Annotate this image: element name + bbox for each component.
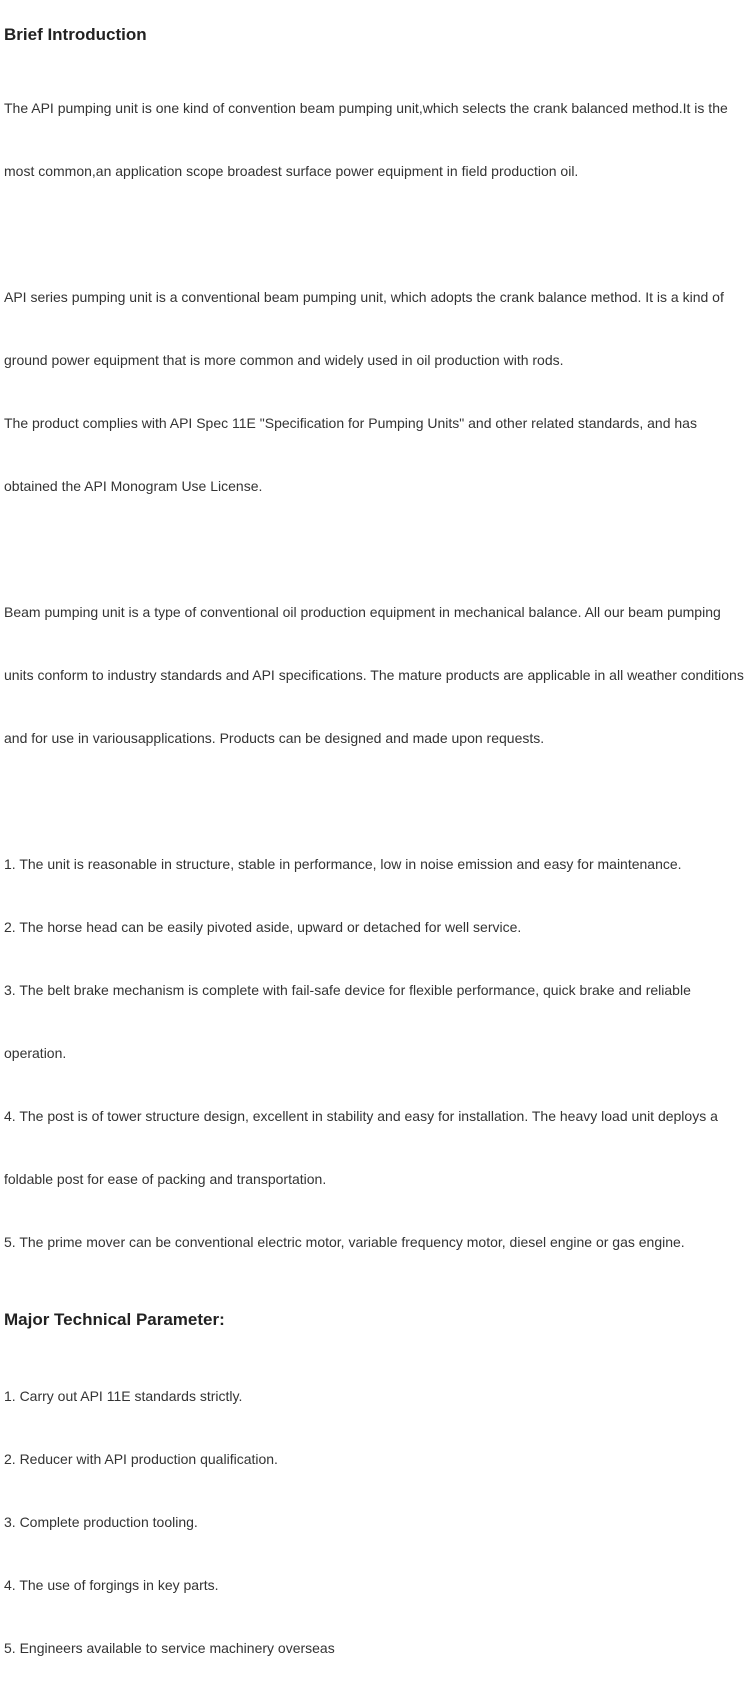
list-item: 5. The prime mover can be conventional electric motor, variable frequency motor, diesel engine or gas engine.	[4, 1234, 685, 1250]
brief-introduction-heading: Brief Introduction	[4, 25, 147, 44]
text-line: The product complies with API Spec 11E "Specification for Pumping Units" and other related standards, and has	[4, 415, 697, 431]
list-item: 3. Complete production tooling.	[4, 1514, 198, 1530]
list-item: 4. The use of forgings in key parts.	[4, 1577, 219, 1593]
text-line: most common,an application scope broadest surface power equipment in field production oil.	[4, 163, 579, 179]
list-item: 1. The unit is reasonable in structure, stable in performance, low in noise emission and easy for maintenance.	[4, 856, 682, 872]
intro-paragraph-3	[4, 560, 749, 791]
text-line: Beam pumping unit is a type of conventional oil production equipment in mechanical balance. All our beam pumping	[4, 604, 721, 620]
list-item: 4. The post is of tower structure design, excellent in stability and easy for installation. The heavy load unit deploys a	[4, 1108, 718, 1124]
text-line: The API pumping unit is one kind of convention beam pumping unit,which selects the crank balanced method.It is the	[4, 100, 728, 116]
text-line: API series pumping unit is a conventional beam pumping unit, which adopts the crank balance method. It is a kind of	[4, 289, 724, 305]
intro-paragraph-2	[4, 245, 749, 539]
list-item: 2. The horse head can be easily pivoted aside, upward or detached for well service.	[4, 919, 522, 935]
list-item-continuation: operation.	[4, 1045, 67, 1061]
list-item: 3. The belt brake mechanism is complete with fail-safe device for flexible performance, quick brake and reliable	[4, 982, 691, 998]
list-item-continuation: foldable post for ease of packing and transportation.	[4, 1171, 327, 1187]
document-page	[4, 0, 749, 1701]
parameters-list	[4, 1344, 749, 1701]
text-line: obtained the API Monogram Use License.	[4, 478, 263, 494]
major-technical-parameter-heading: Major Technical Parameter:	[4, 1310, 225, 1329]
text-line: units conform to industry standards and API specifications. The mature products are applicable in all weather conditions	[4, 667, 744, 683]
text-line: ground power equipment that is more common and widely used in oil production with rods.	[4, 352, 564, 368]
text-line: and for use in variousapplications. Products can be designed and made upon requests.	[4, 730, 545, 746]
features-list	[4, 812, 749, 1295]
intro-paragraph-1	[4, 56, 749, 224]
list-item: 1. Carry out API 11E standards strictly.	[4, 1388, 243, 1404]
list-item: 2. Reducer with API production qualification.	[4, 1451, 278, 1467]
list-item: 5. Engineers available to service machinery overseas	[4, 1640, 335, 1656]
